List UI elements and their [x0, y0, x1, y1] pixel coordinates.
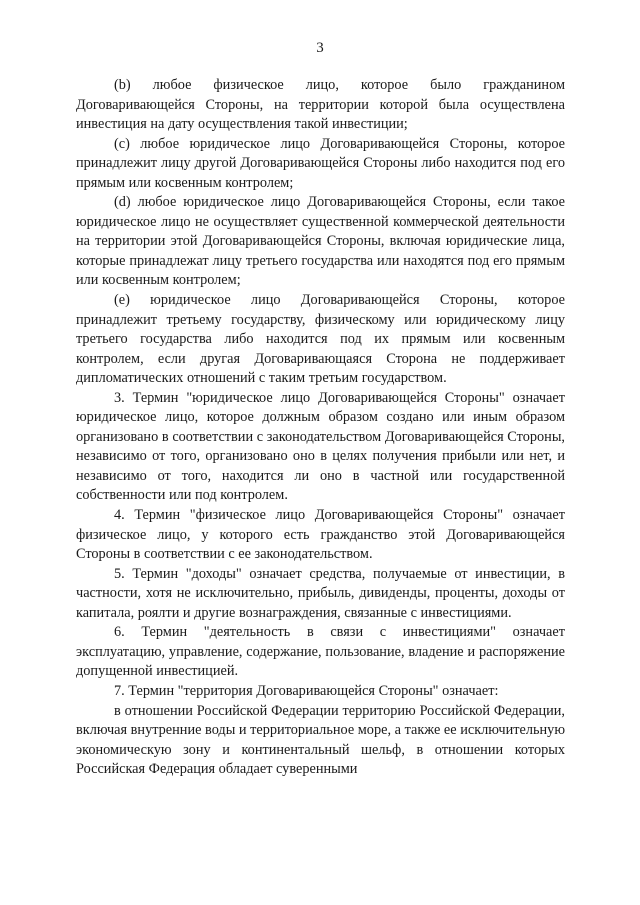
paragraph-b: (b) любое физическое лицо, которое было гражданином Договаривающейся Стороны, на территории которой была осуществлена инвестиция на дату осуществления такой инвестиции;	[76, 77, 565, 133]
paragraph-6-activity: 6. Термин "деятельность в связи с инвестициями" означает эксплуатацию, управление, содержание, пользование, владение и распоряжение допущенной инвестицией.	[76, 624, 565, 680]
paragraph-4-natural-person: 4. Термин "физическое лицо Договаривающейся Стороны" означает физическое лицо, у которого есть гражданство этой Договаривающейся Стороны в соответствии с ее законодательством.	[76, 507, 565, 563]
paragraph-7-territory: 7. Термин "территория Договаривающейся Стороны" означает:	[114, 682, 499, 699]
page-number: 3	[316, 40, 324, 56]
paragraph-d: (d) любое юридическое лицо Договаривающейся Стороны, если такое юридическое лицо не осуществляет существенной коммерческой деятельности на территории этой Договаривающейся Стороны, включая юридические лица, которые принадлежат лицу третьего государства или находятся под его прямым или косвенным контролем;	[76, 194, 565, 289]
paragraph-e: (e) юридическое лицо Договаривающейся Стороны, которое принадлежит третьему государству, физическому или юридическому лицу третьего государства либо находится под их прямым или косвенным контролем, если другая Договаривающаяся Сторона не поддерживает дипломатических отношений с таким третьим государством.	[76, 292, 565, 387]
paragraph-3-legal-entity: 3. Термин "юридическое лицо Договаривающейся Стороны" означает юридическое лицо, которое должным образом создано или иным образом организовано в соответствии с законодательством Договаривающейся Стороны, независимо от того, организовано оно в целях получения прибыли или нет, и независимо от того, находится ли оно в частной или государственной собственности или под контролем.	[76, 389, 565, 504]
paragraph-c: (c) любое юридическое лицо Договаривающейся Стороны, которое принадлежит лицу другой Договаривающейся Стороны либо находится под его прямым или косвенным контролем;	[76, 135, 565, 191]
paragraph-7-russia-territory: в отношении Российской Федерации территорию Российской Федерации, включая внутренние воды и территориальное море, а также ее исключительную экономическую зону и континентальный шельф, в отношении которых Российская Федерация обладает суверенными	[76, 702, 565, 778]
paragraph-5-returns: 5. Термин "доходы" означает средства, получаемые от инвестиции, в частности, хотя не исключительно, прибыль, дивиденды, проценты, доходы от капитала, роялти и другие вознаграждения, связанные с инвестициями.	[76, 565, 565, 621]
document-body	[76, 76, 565, 780]
